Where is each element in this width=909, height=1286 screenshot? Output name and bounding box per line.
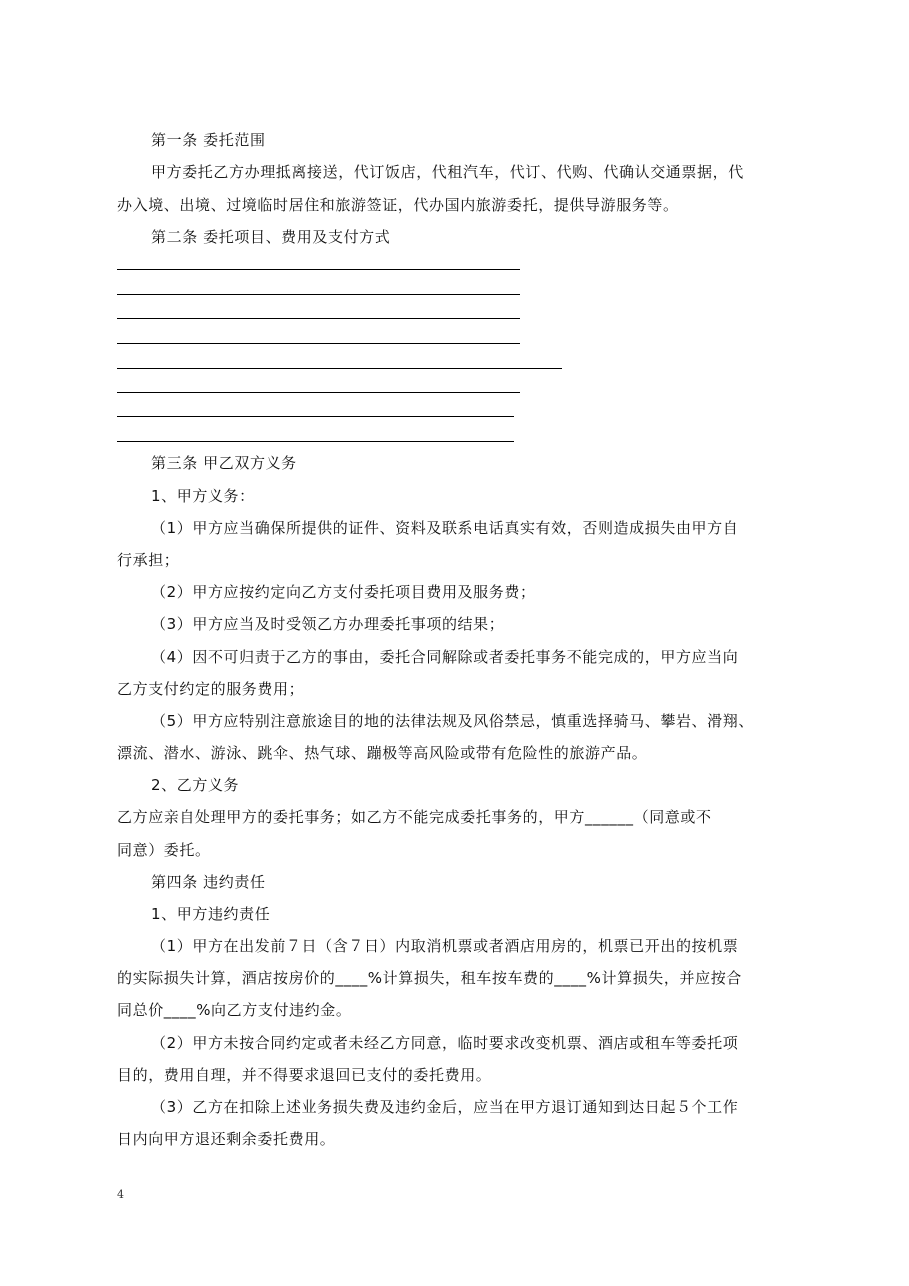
article-1-heading: 第一条 委托范围 [151, 131, 266, 149]
blank-fill-line [117, 343, 520, 344]
obligation-b-line-1: 乙方应亲自处理甲方的委托事务；如乙方不能完成委托事务的，甲方______（同意或不 [117, 808, 712, 826]
article-3-heading: 第三条 甲乙双方义务 [151, 454, 297, 472]
obligation-a1-line-2: 行承担； [117, 551, 180, 569]
party-a-breach-title: 1、甲方违约责任 [151, 905, 271, 923]
blank-fill-line [117, 392, 520, 393]
party-b-obligations-title: 2、乙方义务 [151, 776, 240, 794]
page-number: 4 [117, 1188, 124, 1201]
breach-item-1-line-1: （1）甲方在出发前７日（含７日）内取消机票或者酒店用房的，机票已开出的按机票 [151, 937, 739, 955]
breach-item-3-line-2: 日内向甲方退还剩余委托费用。 [117, 1130, 336, 1148]
breach-item-2-line-2: 目的，费用自理，并不得要求退回已支付的委托费用。 [117, 1066, 492, 1084]
obligation-a5-line-1: （5）甲方应特别注意旅途目的地的法律法规及风俗禁忌，慎重选择骑马、攀岩、滑翔、 [151, 712, 754, 730]
blank-fill-line [117, 318, 520, 319]
blank-fill-line [117, 269, 520, 270]
breach-item-2-line-1: （2）甲方未按合同约定或者未经乙方同意，临时要求改变机票、酒店或租车等委托项 [151, 1034, 739, 1052]
obligation-a1-line-1: （1）甲方应当确保所提供的证件、资料及联系电话真实有效，否则造成损失由甲方自 [151, 519, 739, 537]
obligation-a2: （2）甲方应按约定向乙方支付委托项目费用及服务费； [151, 583, 536, 601]
article-4-heading: 第四条 违约责任 [151, 873, 266, 891]
article-1-paragraph-line-2: 办入境、出境、过境临时居住和旅游签证，代办国内旅游委托，提供导游服务等。 [117, 196, 679, 214]
article-2-heading: 第二条 委托项目、费用及支付方式 [151, 228, 391, 246]
obligation-b-line-2: 同意）委托。 [117, 841, 211, 859]
blank-fill-line [117, 368, 562, 369]
blank-fill-line [117, 416, 514, 417]
article-1-paragraph-line-1: 甲方委托乙方办理抵离接送，代订饭店，代租汽车，代订、代购、代确认交通票据，代 [151, 163, 744, 181]
breach-item-1-line-2: 的实际损失计算，酒店按房价的____%计算损失，租车按车费的____%计算损失，并应按合 [117, 969, 742, 987]
obligation-a4-line-2: 乙方支付约定的服务费用； [117, 680, 305, 698]
party-a-obligations-title: 1、甲方义务： [151, 487, 255, 505]
breach-item-1-line-3: 同总价____%向乙方支付违约金。 [117, 1001, 352, 1019]
obligation-a4-line-1: （4）因不可归责于乙方的事由，委托合同解除或者委托事务不能完成的，甲方应当向 [151, 648, 739, 666]
breach-item-3-line-1: （3）乙方在扣除上述业务损失费及违约金后，应当在甲方退订通知到达日起５个工作 [151, 1098, 739, 1116]
blank-fill-line [117, 294, 520, 295]
obligation-a5-line-2: 漂流、潜水、游泳、跳伞、热气球、蹦极等高风险或带有危险性的旅游产品。 [117, 744, 648, 762]
blank-fill-line [117, 441, 514, 442]
obligation-a3: （3）甲方应当及时受领乙方办理委托事项的结果； [151, 615, 505, 633]
